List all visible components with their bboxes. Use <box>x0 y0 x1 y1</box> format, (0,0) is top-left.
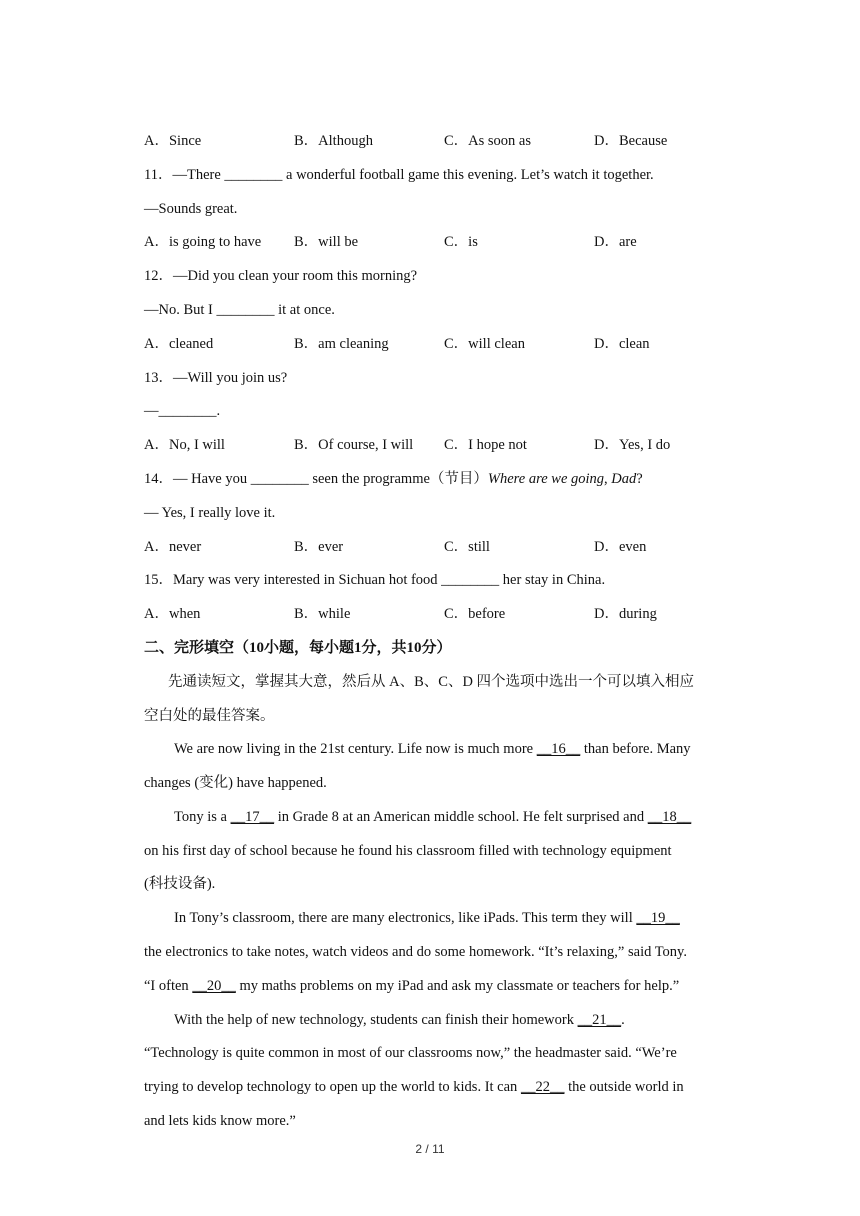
q13-option-d: D．Yes, I do <box>594 437 671 453</box>
q14-option-a: A．never <box>144 539 202 555</box>
q13-stem: 13．—Will you join us? <box>144 370 288 386</box>
passage-text: trying to develop technology to open up the world to kids. It can <box>144 1079 521 1095</box>
passage-text: In Tony’s classroom, there are many electronics, like iPads. This term they will <box>174 910 637 926</box>
q15-option-b: B．while <box>294 606 351 622</box>
q10-option-b: B．Although <box>294 133 373 149</box>
passage-text: We are now living in the 21st century. Life now is much more <box>174 741 537 757</box>
passage-line <box>174 739 691 759</box>
q11-option-d: D．are <box>594 234 637 250</box>
q14-option-d: D．even <box>594 539 647 555</box>
q12-option-a: A．cleaned <box>144 336 214 352</box>
q14-reply: — Yes, I really love it. <box>144 505 276 521</box>
q14-option-b: B．ever <box>294 539 344 555</box>
section-instruction-2: 空白处的最佳答案。 <box>144 708 275 724</box>
blank-21: __21__ <box>577 1012 622 1028</box>
passage-line <box>174 807 691 827</box>
passage-text: the outside world in <box>564 1079 684 1095</box>
q12-reply: —No. But I ________ it at once. <box>144 302 335 318</box>
passage-line: the electronics to take notes, watch videos and do some homework. “It’s relaxing,” said Tony. <box>144 944 687 960</box>
passage-text: With the help of new technology, students can finish their homework <box>174 1012 578 1028</box>
blank-19: __19__ <box>636 910 680 926</box>
q11-option-b: B．will be <box>294 234 359 250</box>
q14-comma: , <box>604 471 612 487</box>
q14-programme-title-2: Dad <box>611 471 637 487</box>
passage-line <box>144 1077 684 1097</box>
q14-stem <box>144 469 643 489</box>
q12-option-b: B．am cleaning <box>294 336 389 352</box>
q15-option-a: A．when <box>144 606 201 622</box>
passage-text: “I often <box>144 978 193 994</box>
q15-stem: 15．Mary was very interested in Sichuan hot food ________ her stay in China. <box>144 572 606 588</box>
q15-option-c: C．before <box>444 606 506 622</box>
section-heading: 二、完形填空（10小题，每小题1分，共10分） <box>144 640 452 656</box>
passage-text: in Grade 8 at an American middle school. He felt surprised and <box>274 809 648 825</box>
q13-option-a: A．No, I will <box>144 437 225 453</box>
q10-option-c: C．As soon as <box>444 133 532 149</box>
q10-option-a: A．Since <box>144 133 202 149</box>
blank-20: __20__ <box>192 978 236 994</box>
q15-option-d: D．during <box>594 606 657 622</box>
q11-option-c: C．is <box>444 234 478 250</box>
passage-line <box>174 1010 625 1030</box>
q13-option-c: C．I hope not <box>444 437 527 453</box>
q14-option-c: C．still <box>444 539 490 555</box>
passage-line: and lets kids know more.” <box>144 1113 296 1129</box>
passage-line: (科技设备). <box>144 876 216 892</box>
q11-option-a: A．is going to have <box>144 234 262 250</box>
passage-line: on his first day of school because he found his classroom filled with technology equipment <box>144 843 672 859</box>
blank-17: __17__ <box>230 809 275 825</box>
passage-text: my maths problems on my iPad and ask my classmate or teachers for help.” <box>235 978 680 994</box>
q13-option-b: B．Of course, I will <box>294 437 414 453</box>
q12-stem: 12．—Did you clean your room this morning? <box>144 268 418 284</box>
page-number: 2 / 11 <box>415 1142 445 1156</box>
q14-question-mark: ? <box>636 471 643 487</box>
q13-reply: —________. <box>144 403 221 419</box>
passage-text: Tony is a <box>174 809 231 825</box>
blank-22: __22__ <box>520 1079 565 1095</box>
passage-line: changes (变化) have happened. <box>144 775 327 791</box>
blank-18: __18__ <box>647 809 692 825</box>
passage-line: “Technology is quite common in most of our classrooms now,” the headmaster said. “We’re <box>144 1045 677 1061</box>
q12-option-c: C．will clean <box>444 336 525 352</box>
passage-line <box>144 976 679 996</box>
passage-line <box>174 908 680 928</box>
q12-option-d: D．clean <box>594 336 650 352</box>
q11-reply: —Sounds great. <box>144 201 238 217</box>
q11-stem: 11．—There ________ a wonderful football game this evening. Let’s watch it together. <box>144 167 654 183</box>
q14-stem-text: 14．— Have you ________ seen the programme（节目） <box>144 471 488 487</box>
q14-programme-title: Where are we going <box>487 471 605 487</box>
passage-text: . <box>621 1012 625 1028</box>
blank-16: __16__ <box>536 741 581 757</box>
passage-text: than before. Many <box>580 741 691 757</box>
q10-option-d: D．Because <box>594 133 668 149</box>
section-instruction-1: 先通读短文，掌握其大意，然后从 A、B、C、D 四个选项中选出一个可以填入相应 <box>168 674 695 690</box>
